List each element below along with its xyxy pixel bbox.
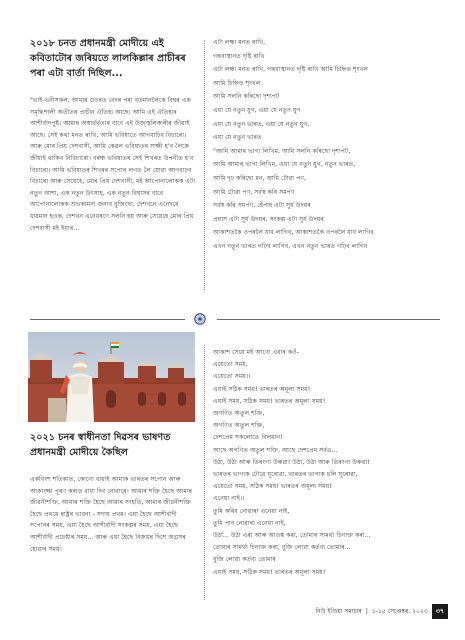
poem-bottom-line: এয়াই সঠিক সময়! ভাৰতৰ অমূল্য সময়! xyxy=(213,385,311,393)
poem-bottom-line: উঠা, উঠা আৰু তিৰংগা উৰুৱা! উঠা, উঠা আৰু তিৰংগা উৰুৱা! xyxy=(213,458,370,466)
section-divider-right xyxy=(217,319,440,320)
poem-bottom-line: দেশপ্ৰেম সকলোতে বিলমান! xyxy=(213,434,283,442)
poem-top-line: এয়া যে নতুন ভাৰত, এয়া যে নতুন যুগ, xyxy=(213,120,310,128)
article-top xyxy=(30,36,198,234)
article-bottom-body xyxy=(30,474,198,555)
poem-top-line: আমি সলনি কৰিছো দৃশ্যপট xyxy=(213,93,280,101)
poem-bottom-line: এয়াই সময়, সঠিক সময়! ভাৰতৰ অমূল্য সময়! xyxy=(213,397,326,405)
poem-top-line: এটা লক্ষ্য মনত ৰাখি, গন্তব্যস্থানত দৃষ্টি ৰাখি আমি চিহ্নিত শৃংখল xyxy=(213,66,369,74)
poem-bottom-line: আকাশ সেয়ে মই আণো এবাৰ কওঁ- xyxy=(213,349,300,356)
poem-top-lines xyxy=(213,36,443,254)
poem-top-line: এয়া যে নতুন ভাৰত xyxy=(213,134,262,142)
ashoka-chakra-icon xyxy=(194,313,206,325)
article-bottom-body-text: একবিংশ শতিকাত, কোনো বাধাই আমাক ভাৰতৰ সপোন আৰু আকাংক্ষা পূৰণ কৰাত বাধা দিব নোৱাৰে। আমাৰ শক্তি হৈছে আমাৰ জীৱনীশক্তি, আমাৰ শক্তি হৈছে আমাৰ সংহতি, আমাৰ জীৱনীশক্তি হৈছে প্ৰথমে ৰাষ্ট্ৰৰ ভাৱনা - সদায় প্ৰথম। এয়া হৈছে আশীৰ্বাদী সপোনৰ সময়, এয়া হৈছে আশীৰ্বাদী সংকল্পৰ সময়, এয়া হৈছে আশীৰ্বাদী প্ৰচেষ্টাৰ সময়... আৰু এয়া হৈছে বিজয়ৰ দিশে অগ্ৰসৰ হোৱাৰ সময়। xyxy=(30,476,193,553)
poem-top-line: আমি টোৱা পণ, সৰ্বস্ব কৰি সমৰ্পণ xyxy=(213,188,295,196)
column-divider-top xyxy=(204,40,205,290)
article-bottom-headline: ২০২১ চনৰ স্বাধীনতা দিৱসৰ ভাষণত প্ৰধানমন্ত্ৰী মোদীয়ে কৈছিল xyxy=(30,432,171,458)
article-bottom xyxy=(30,430,198,555)
red-fort-illustration xyxy=(28,332,195,422)
poem-bottom-line: ভাৰতৰ ভাগ্যক ঢৌৱে ঘূৰোৱা, ভাৰতৰ ভাগ্যক চলি ঘূৰোৱা, xyxy=(213,471,358,479)
article-top-headline: ২০১৮ চনত প্ৰধানমন্ত্ৰী মোদীয়ে এই কবিতাটোৰ জৰিয়তে লালকিল্লাৰ প্ৰাচীৰৰ পৰা এটা বাৰ্তা দিছিল... xyxy=(30,38,186,79)
poem-bottom-line: অগণিত অতুল শক্তি, xyxy=(213,422,265,430)
column-divider-bottom xyxy=(204,345,205,600)
poem-bottom-line: উঠা... উঠা এৰা আৰু আতঙ্ক কৰা, তোমাৰ সামৰ্থ্য চিনাক্ত কৰা... xyxy=(213,532,371,540)
poem-bottom-line: এয়েতো সময়, সঠিক সময়! ভাৰতৰ অমূল্য সময়! xyxy=(213,483,332,491)
poem-bottom-line: তুমি কৰিব নোৱাৰা এনেয়া নাই, xyxy=(213,507,290,515)
poem-bottom xyxy=(213,347,448,579)
poem-top-line: গন্তব্যস্থানত দৃষ্টি ৰাখি xyxy=(213,52,265,60)
footer-separator: | xyxy=(365,607,368,615)
poem-top-line: এটা লক্ষ্য মনত ৰাখি, xyxy=(213,39,266,46)
footer-date: ১-১৫ সেপ্তেম্বৰ, ২০২৩ xyxy=(371,607,428,615)
poem-top-line: আমি দৃঢ় কৰিছো মন, আমি টোৱা পণ, xyxy=(213,174,306,182)
poem-bottom-line: তোমাৰ সামৰ্থ্য চিনাক্ত কৰা, বুজি লোৱা কৰ্তব্য তোমাৰ... xyxy=(213,544,351,552)
poem-bottom-line: এয়েতো সময়।। xyxy=(213,373,251,381)
poem-top-line: আমি চিহ্নিত শৃংখল xyxy=(213,79,261,87)
article-top-body-text: "ভাই-ভনীসকল, আমাৰ গুচৰত বেদৰ পৰা বৰ্তমানলৈকে বিশ্বৰ এক সমৃদ্ধিশালী অতীতৰ প্ৰাচীন ঐতিহ্য আছে। আমি এই ঐতিহ্যৰ আশীৰ্বাদপুষ্ট। আমাৰ অস্বাৰ্থৰ্থতাৰ বাবে এই উজ্জ্বলিকাৰীৰ জীয়াই আছে। সেই কথা মনত ৰাখি, আমি ভবিষ্যতে আগবাঢ়িব বিচাৰো। আৰু মোৰ প্ৰিয় দেশবাসী, আমি কেৱল ভবিষ্যতৰ সাক্ষী হ'ব লৈকে জীয়াই থাকিব নিবিচাৰো। বৰঞ্চ ভবিষ্যতৰ সেই শিখৰত উপনীত হ'ব বিচাৰো। আমি ভবিষ্যতৰ শিখৰৰ সপোন লগত লৈ যোৱা আগবাঢ়ব বিচাৰো আৰু সেয়েহে, মোৰ প্ৰিয় দেশবাসী, মই আপোনালোকক এটা নতুন আশা, এক নতুন উৎসাহ, এক নতুন বিশ্বাসৰ বাবে আপোনালোকক শুভকামনা জনাব বুজিছো, দেশখনে এনেদৰে ধাৱমান হওক, দেশখন এনেধৰণে সলনি হয় আৰু সেয়েহে মোৰ প্ৰিয় দেশবাসী মই ইয়াৰ... xyxy=(30,97,196,232)
section-divider-left xyxy=(30,319,185,320)
poem-bottom-line: এয়াই সময়, সঠিক সময়! ভাৰতৰ অমূল্য সময়! xyxy=(213,568,326,576)
poem-top-line: প্ৰয়াস এটা সুৰ্য উদয়ৰ, সংকল্প এটা সুৰ্য উদয়ৰ xyxy=(213,215,324,223)
poem-bottom-line: আছে অগণিত অতুল শক্তি, আছে দেশপ্ৰেম সৰ্বত্ৰ... xyxy=(213,446,338,454)
poem-bottom-line: এয়েতো সময়, xyxy=(213,361,248,369)
poem-top-line: আকাশতকৈ ওপৰলৈ যাব লাগিব, আকাশতকৈ ওপৰলৈ যাব লাগিব xyxy=(213,229,374,237)
poem-top-line: এখন নতুন ভাৰত গঢ়িব লাগিব, এখন নতুন ভাৰত গঢ়িব লাগিব xyxy=(213,242,368,250)
poem-bottom-lines xyxy=(213,347,448,579)
poem-top xyxy=(213,36,443,254)
footer-publication: নিউ ইণ্ডিয়া সমাচাৰ xyxy=(315,607,362,615)
poem-top-line: "আমি আমাৰ ভাগ্য লিখিম, আমি সলনি কৰিছো দৃশ্যপট, xyxy=(213,147,351,155)
poem-top-line: এয়া যে নতুন যুগ, এয়া যে নতুন যুগ xyxy=(213,106,301,114)
article-top-body xyxy=(30,95,198,234)
page-number: ৩৭ xyxy=(432,604,448,619)
red-fort-photo xyxy=(28,332,195,422)
poem-top-line: সৰ্বস্ব কৰি সমৰ্পণ, হেঁপাহ এটা সুৰ্য উদয়ৰ xyxy=(213,202,311,210)
poem-bottom-line: তুমি পাব নোৱাৰা এনেয়া নাই, xyxy=(213,519,286,527)
poem-bottom-line: এনেয়া নাই।। xyxy=(213,495,245,503)
poem-top-line: আমি আমাৰ ভাগ্য লিখিম, এয়া যে নতুন যুগ, নতুন ভাৰত, xyxy=(213,161,356,169)
page-footer xyxy=(270,604,448,618)
poem-bottom-line: বুজি লোৱা কৰ্তব্য তোমাৰ xyxy=(213,556,276,564)
poem-bottom-line: অগণিত অতুল শক্তি, xyxy=(213,410,265,418)
